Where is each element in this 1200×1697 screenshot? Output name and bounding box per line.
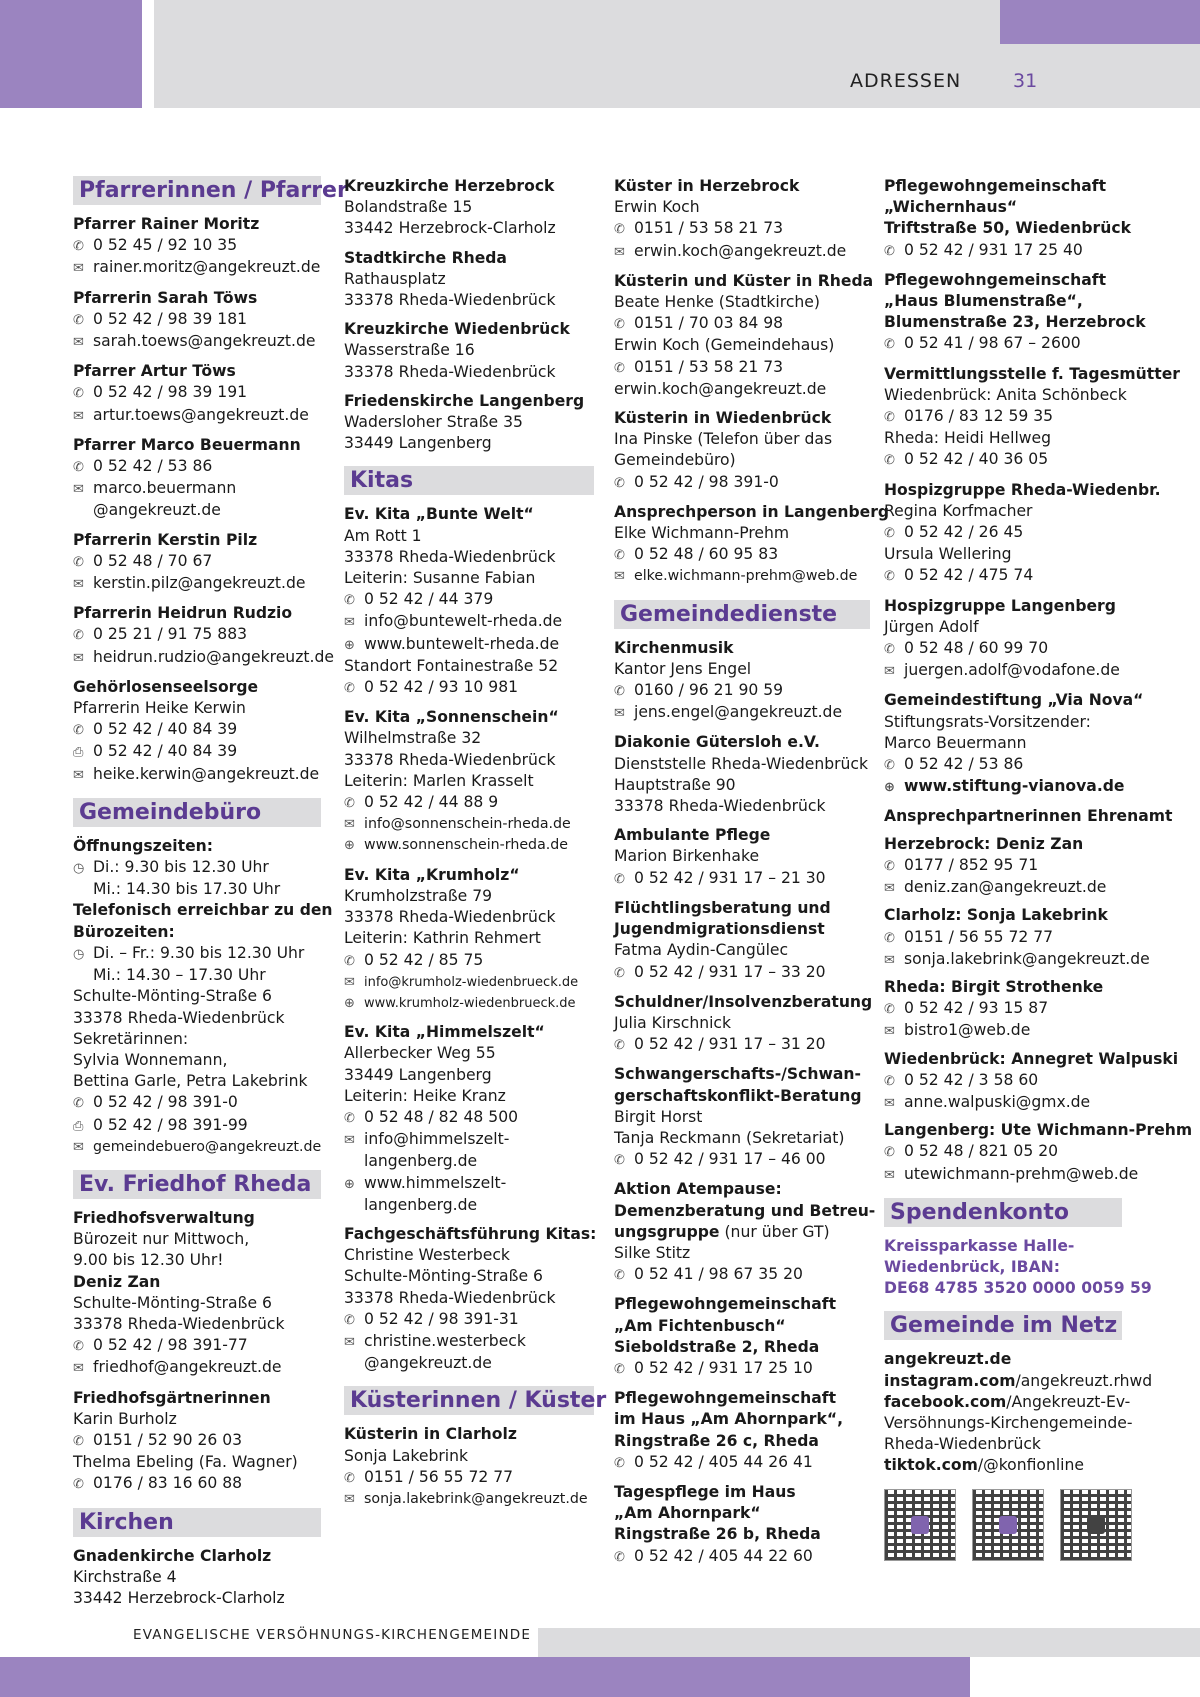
- globe-icon: ⊕: [344, 637, 355, 653]
- kreuzkirche-herzebrock: Kreuzkirche Herzebrock Bolandstraße 15 33442 Herzebrock-Clarholz: [344, 177, 556, 238]
- header-accent-left: [0, 0, 142, 108]
- globe-icon: ⊕: [344, 1176, 355, 1192]
- fachgeschaeftsfuehrung: Fachgeschäftsführung Kitas: Christine Westerbeck Schulte-Mönting-Straße 6 33378 Rheda-Wiedenbrück ✆ 0 52 42 / 98 391-31 ✉ christine.westerbeck @angekreuzt.de: [344, 1224, 597, 1373]
- kita-krumholz: Ev. Kita „Krumholz“ Krumholzstraße 79 33378 Rheda-Wiedenbrück Leiterin: Kathrin Rehmert ✆ 0 52 42 / 85 75 ✉ info@krumholz-wiedenbrueck.de ⊕ www.krumholz-wiedenbrueck.de: [344, 865, 594, 1014]
- page-number: 31: [1013, 70, 1038, 92]
- email-link[interactable]: marco.beuermann: [93, 479, 237, 498]
- contact-moritz: Pfarrer Rainer Moritz ✆ 0 52 45 / 92 10 35 ✉ rainer.moritz@angekreuzt.de: [73, 214, 321, 280]
- column-1: [73, 176, 348, 1617]
- phone-icon: ✆: [884, 569, 895, 585]
- friedhof-block: Friedhofsverwaltung Bürozeit nur Mittwoch, 9.00 bis 12.30 Uhr! Deniz Zan Schulte-Mönting-Straße 6 33378 Rheda-Wiedenbrück ✆ 0 52 42 / 98 391-77 ✉ friedhof@angekreuzt.de: [73, 1208, 321, 1380]
- heading-friedhof: Ev. Friedhof Rheda: [73, 1170, 321, 1199]
- phone-icon: ✆: [614, 1549, 625, 1565]
- mail-icon: ✉: [73, 261, 84, 277]
- mail-icon: ✉: [344, 1334, 355, 1350]
- globe-icon: ⊕: [344, 838, 355, 854]
- phone-icon: ✆: [614, 475, 625, 491]
- column-2: [344, 176, 607, 1518]
- contact-gehoerlosenseelsorge: Gehörlosenseelsorge Pfarrerin Heike Kerwin ✆ 0 52 42 / 40 84 39 ⎙ 0 52 42 / 40 84 39 ✉ heike.kerwin@angekreuzt.de: [73, 677, 321, 786]
- web-link[interactable]: www.krumholz-wiedenbrueck.de: [364, 995, 576, 1011]
- mail-icon: ✉: [73, 408, 84, 424]
- phone-icon: ✆: [73, 1339, 84, 1355]
- email-link[interactable]: christine.westerbeck: [364, 1331, 526, 1350]
- pflegewg-ahornpark: Pflegewohngemeinschaft im Haus „Am Ahornpark“, Ringstraße 26 c, Rheda ✆ 0 52 42 / 405 44 26 41: [614, 1388, 870, 1474]
- phone-icon: ✆: [614, 548, 625, 564]
- phone-icon: ✆: [884, 337, 895, 353]
- heading-kirchen: Kirchen: [73, 1508, 321, 1537]
- ambulante-pflege: Ambulante Pflege Marion Birkenhake ✆ 0 52 42 / 931 17 – 21 30: [614, 825, 870, 890]
- heading-gemeinde-im-netz: Gemeinde im Netz: [884, 1311, 1122, 1340]
- web-link[interactable]: www.stiftung-vianova.de: [904, 777, 1125, 796]
- footer-text: EVANGELISCHE VERSÖHNUNGS-KIRCHENGEMEINDE: [133, 1627, 532, 1643]
- email-link[interactable]: erwin.koch@angekreuzt.de: [634, 241, 847, 260]
- phone-icon: ✆: [73, 628, 84, 644]
- phone-icon: ✆: [614, 1361, 625, 1377]
- pflegewg-fichtenbusch: Pflegewohngemeinschaft „Am Fichtenbusch“ Sieboldstraße 2, Rheda ✆ 0 52 42 / 931 17 25 10: [614, 1294, 870, 1380]
- email-link[interactable]: elke.wichmann-prehm@web.de: [634, 568, 858, 585]
- clock-icon: ◷: [73, 946, 85, 962]
- mail-icon: ✉: [884, 664, 895, 680]
- mail-icon: ✉: [884, 881, 895, 897]
- phone-icon: ✆: [884, 758, 895, 774]
- email-link[interactable]: info@buntewelt-rheda.de: [364, 612, 563, 631]
- phone-icon: ✆: [614, 1455, 625, 1471]
- phone-icon: ✆: [884, 526, 895, 542]
- clock-icon: ◷: [73, 861, 85, 877]
- phone-icon: ✆: [614, 1268, 625, 1284]
- pflegewg-wichernhaus: Pflegewohngemeinschaft „Wichernhaus“ Triftstraße 50, Wiedenbrück ✆ 0 52 42 / 931 17 25 40: [884, 176, 1180, 262]
- website-link[interactable]: angekreuzt.de: [884, 1350, 1012, 1369]
- heading-gemeindebuero: Gemeindebüro: [73, 798, 321, 827]
- kita-bunte-welt: Ev. Kita „Bunte Welt“ Am Rott 1 33378 Rheda-Wiedenbrück Leiterin: Susanne Fabian ✆ 0 52 42 / 44 379 ✉ info@buntewelt-rheda.de ⊕ www.buntewelt-rheda.de Standort Fontainestraße 52 ✆ 0 52 42 / 93 10 981: [344, 504, 594, 699]
- phone-icon: ✆: [344, 681, 355, 697]
- phone-icon: ✆: [884, 1145, 895, 1161]
- fluechtlingsberatung: Flüchtlingsberatung und Jugendmigrationsdienst Fatma Aydin-Cangülec ✆ 0 52 42 / 931 17 – 33 20: [614, 898, 870, 984]
- email-link[interactable]: erwin.koch@angekreuzt.de: [614, 379, 827, 398]
- email-link[interactable]: rainer.moritz@angekreuzt.de: [93, 258, 321, 277]
- schwangerschaftsberatung: Schwangerschafts-/Schwan- gerschaftskonflikt-Beratung Birgit Horst Tanja Reckmann (Sekretariat) ✆ 0 52 42 / 931 17 – 46 00: [614, 1064, 870, 1171]
- mail-icon: ✉: [884, 1095, 895, 1111]
- gaertner-block: Friedhofsgärtnerinnen Karin Burholz ✆ 0151 / 52 90 26 03 Thelma Ebeling (Fa. Wagner) ✆ 0176 / 83 16 60 88: [73, 1388, 321, 1496]
- phone-icon: ✆: [884, 453, 895, 469]
- email-link[interactable]: info@sonnenschein-rheda.de: [364, 816, 571, 833]
- aktion-atempause: Aktion Atempause: Demenzberatung und Betreu- ungsgruppe (nur über GT) Silke Stitz ✆ 0 52 41 / 98 67 35 20: [614, 1179, 870, 1286]
- email-link[interactable]: sonja.lakebrink@angekreuzt.de: [364, 1490, 588, 1507]
- mail-icon: ✉: [614, 244, 625, 260]
- phone-icon: ✆: [344, 953, 355, 969]
- hospiz-langenberg: Hospizgruppe Langenberg Jürgen Adolf ✆ 0 52 48 / 60 99 70 ✉ juergen.adolf@vodafone.de: [884, 596, 1180, 683]
- gnadenkirche-block: Gnadenkirche Clarholz Kirchstraße 4 33442 Herzebrock-Clarholz: [73, 1546, 285, 1607]
- mail-icon: ✉: [344, 974, 355, 990]
- phone-icon: ✆: [73, 723, 84, 739]
- mail-icon: ✉: [73, 1361, 84, 1377]
- email-link[interactable]: bistro1@web.de: [904, 1021, 1031, 1040]
- web-link[interactable]: www.himmelszelt-: [364, 1173, 507, 1192]
- facebook-qr-code[interactable]: [884, 1489, 956, 1561]
- heading-spendenkonto: Spendenkonto: [884, 1198, 1122, 1227]
- kuesterin-wiedenbrueck: Küsterin in Wiedenbrück Ina Pinske (Telefon über das Gemeindebüro) ✆ 0 52 42 / 98 391-0: [614, 408, 870, 494]
- email-link[interactable]: kerstin.pilz@angekreuzt.de: [93, 574, 306, 593]
- email-link[interactable]: heike.kerwin@angekreuzt.de: [93, 764, 320, 783]
- kreuzkirche-wiedenbrueck: Kreuzkirche Wiedenbrück Wasserstraße 16 33378 Rheda-Wiedenbrück: [344, 320, 570, 381]
- column-3: [614, 176, 890, 1576]
- tiktok-link[interactable]: tiktok.com/@konfionline: [884, 1456, 1084, 1475]
- mail-icon: ✉: [344, 1491, 355, 1507]
- mail-icon: ✉: [73, 577, 84, 593]
- globe-icon: ⊕: [884, 780, 895, 796]
- kuesterin-clarholz: Küsterin in Clarholz Sonja Lakebrink ✆ 0151 / 56 55 72 77 ✉ sonja.lakebrink@angekreuzt.de: [344, 1424, 594, 1510]
- phone-icon: ✆: [614, 871, 625, 887]
- phone-icon: ✆: [344, 1312, 355, 1328]
- email-link[interactable]: info@himmelszelt-: [364, 1130, 510, 1149]
- fax-icon: ⎙: [73, 745, 84, 761]
- phone-icon: ✆: [884, 858, 895, 874]
- diakonie: Diakonie Gütersloh e.V. Dienststelle Rheda-Wiedenbrück Hauptstraße 90 33378 Rheda-Wiedenbrück: [614, 733, 869, 816]
- email-link[interactable]: anne.walpuski@gmx.de: [904, 1092, 1091, 1111]
- phone-icon: ✆: [73, 239, 84, 255]
- email-link[interactable]: gemeindebuero@angekreuzt.de: [93, 1138, 322, 1155]
- pflegewg-blumenstrasse: Pflegewohngemeinschaft „Haus Blumenstraße“, Blumenstraße 23, Herzebrock ✆ 0 52 41 / 98 67 – 2600: [884, 270, 1180, 356]
- email-link[interactable]: sonja.lakebrink@angekreuzt.de: [904, 949, 1150, 968]
- email-link[interactable]: deniz.zan@angekreuzt.de: [904, 878, 1107, 897]
- heading-pfarrer: Pfarrerinnen / Pfarrer: [73, 176, 321, 205]
- schuldnerberatung: Schuldner/Insolvenzberatung Julia Kirschnick ✆ 0 52 42 / 931 17 – 31 20: [614, 992, 870, 1057]
- mail-icon: ✉: [614, 706, 625, 722]
- email-link[interactable]: jens.engel@angekreuzt.de: [634, 703, 843, 722]
- friedenskirche-langenberg: Friedenskirche Langenberg Wadersloher Straße 35 33449 Langenberg: [344, 391, 585, 453]
- mail-icon: ✉: [884, 1167, 895, 1183]
- qr-codes: [884, 1489, 1180, 1561]
- mail-icon: ✉: [614, 569, 625, 585]
- email-link[interactable]: sarah.toews@angekreuzt.de: [93, 332, 316, 351]
- mail-icon: ✉: [884, 952, 895, 968]
- phone-icon: ✆: [73, 1477, 84, 1493]
- web-link[interactable]: www.sonnenschein-rheda.de: [364, 837, 569, 854]
- phone-icon: ✆: [614, 684, 625, 700]
- phone-icon: ✆: [884, 1002, 895, 1018]
- phone-icon: ✆: [614, 317, 625, 333]
- phone-icon: ✆: [73, 1096, 84, 1112]
- email-link[interactable]: friedhof@angekreuzt.de: [93, 1358, 282, 1377]
- spendenkonto: Kreissparkasse Halle- Wiedenbrück, IBAN: DE68 4785 3520 0000 0059 59: [884, 1236, 1152, 1298]
- kita-himmelszelt: Ev. Kita „Himmelszelt“ Allerbecker Weg 55 33449 Langenberg Leiterin: Heike Kranz ✆ 0 52 48 / 82 48 500 ✉ info@himmelszelt- langenberg.de ⊕ www.himmelszelt- langenberg.de: [344, 1023, 545, 1214]
- phone-icon: ✆: [884, 642, 895, 658]
- kita-sonnenschein: Ev. Kita „Sonnenschein“ Wilhelmstraße 32 33378 Rheda-Wiedenbrück Leiterin: Marlen Krasselt ✆ 0 52 42 / 44 88 9 ✉ info@sonnenschein-rheda.de ⊕ www.sonnenschein-rheda.de: [344, 707, 594, 856]
- mail-icon: ✉: [73, 1139, 84, 1155]
- mail-icon: ✉: [73, 650, 84, 666]
- phone-icon: ✆: [73, 460, 84, 476]
- hospiz-rheda: Hospizgruppe Rheda-Wiedenbr. Regina Korfmacher ✆ 0 52 42 / 26 45 Ursula Wellering ✆ 0 52 42 / 475 74: [884, 480, 1180, 588]
- section-title: ADRESSEN: [850, 70, 962, 92]
- mail-icon: ✉: [73, 482, 84, 498]
- phone-icon: ✆: [73, 312, 84, 328]
- kuester-herzebrock: Küster in Herzebrock Erwin Koch ✆ 0151 / 53 58 21 73 ✉ erwin.koch@angekreuzt.de: [614, 176, 870, 263]
- phone-icon: ✆: [73, 1433, 84, 1449]
- web-link[interactable]: www.buntewelt-rheda.de: [364, 634, 560, 653]
- mail-icon: ✉: [73, 767, 84, 783]
- email-link[interactable]: heidrun.rudzio@angekreuzt.de: [93, 647, 334, 666]
- phone-icon: ✆: [614, 222, 625, 238]
- phone-icon: ✆: [344, 796, 355, 812]
- phone-icon: ✆: [344, 1110, 355, 1126]
- kuester-rheda: Küsterin und Küster in Rheda Beate Henke (Stadtkirche) ✆ 0151 / 70 03 84 98 Erwin Koch (Gemeindehaus) ✆ 0151 / 53 58 21 73 erwin.koch@angekreuzt.de: [614, 271, 870, 400]
- email-link[interactable]: juergen.adolf@vodafone.de: [904, 661, 1120, 680]
- phone-icon: ✆: [884, 1073, 895, 1089]
- fax-icon: ⎙: [73, 1118, 84, 1134]
- phone-icon: ✆: [344, 1470, 355, 1486]
- vermittlung-tagesmuetter: Vermittlungsstelle f. Tagesmütter Wiedenbrück: Anita Schönbeck ✆ 0176 / 83 12 59 35 Rheda: Heidi Hellweg ✆ 0 52 42 / 40 36 05: [884, 364, 1180, 472]
- mail-icon: ✉: [73, 335, 84, 351]
- tagespflege-ahornpark: Tagespflege im Haus „Am Ahornpark“ Ringstraße 26 b, Rheda ✆ 0 52 42 / 405 44 22 60: [614, 1482, 870, 1568]
- contact-rudzio: Pfarrerin Heidrun Rudzio ✆ 0 25 21 / 91 75 883 ✉ heidrun.rudzio@angekreuzt.de: [73, 603, 321, 669]
- email-link[interactable]: artur.toews@angekreuzt.de: [93, 405, 309, 424]
- footer-band: [538, 1628, 1200, 1657]
- ansprechpartnerinnen-ehrenamt: Ansprechpartnerinnen Ehrenamt Herzebrock: Deniz Zan ✆ 0177 / 852 95 71 ✉ deniz.zan@angekreuzt.de Clarholz: Sonja Lakebrink ✆ 0151 / 56 55 72 77 ✉ sonja.lakebrink@angekreuzt.de Rheda: Birgit Strothenke ✆ 0 52 42 / 93 15 87 ✉ bistro1@web.de Wiedenbrück: Annegret Walpuski ✆ 0 52 42 / 3 58 60 ✉ anne.walpuski@gmx.de Langenberg: Ute Wichmann-Prehm ✆ 0 52 48 / 821 05 20 ✉ utewichmann-prehm@web.de: [884, 806, 1180, 1185]
- contact-toews-artur: Pfarrer Artur Töws ✆ 0 52 42 / 98 39 191 ✉ artur.toews@angekreuzt.de: [73, 361, 321, 427]
- phone-icon: ✆: [884, 410, 895, 426]
- phone-icon: ✆: [884, 243, 895, 259]
- contact-beuermann: Pfarrer Marco Beuermann ✆ 0 52 42 / 53 86 ✉ marco.beuermann @angekreuzt.de: [73, 435, 301, 520]
- stadtkirche-rheda: Stadtkirche Rheda Rathausplatz 33378 Rheda-Wiedenbrück: [344, 248, 556, 310]
- phone-icon: ✆: [73, 386, 84, 402]
- instagram-link[interactable]: instagram.com/angekreuzt.rhwd: [884, 1371, 1153, 1390]
- heading-gemeindedienste: Gemeindedienste: [614, 600, 870, 629]
- heading-kitas: Kitas: [344, 466, 594, 495]
- phone-icon: ✆: [614, 1038, 625, 1054]
- facebook-link[interactable]: facebook.com/Angekreuzt-Ev-: [884, 1392, 1131, 1411]
- column-4: [884, 176, 1193, 1561]
- phone-icon: ✆: [884, 930, 895, 946]
- header-accent-right: [1000, 0, 1200, 44]
- contact-toews-sarah: Pfarrerin Sarah Töws ✆ 0 52 42 / 98 39 181 ✉ sarah.toews@angekreuzt.de: [73, 288, 321, 354]
- email-link[interactable]: utewichmann-prehm@web.de: [904, 1164, 1139, 1183]
- phone-icon: ✆: [614, 360, 625, 376]
- mail-icon: ✉: [344, 615, 355, 631]
- phone-icon: ✆: [614, 1153, 625, 1169]
- mail-icon: ✉: [344, 1133, 355, 1149]
- contact-pilz: Pfarrerin Kerstin Pilz ✆ 0 52 48 / 70 67 ✉ kerstin.pilz@angekreuzt.de: [73, 530, 321, 596]
- phone-icon: ✆: [73, 554, 84, 570]
- footer-accent: [0, 1657, 970, 1697]
- gemeinde-im-netz: angekreuzt.de instagram.com/angekreuzt.rhwd facebook.com/Angekreuzt-Ev- Versöhnungs-Kirchengemeinde- Rheda-Wiedenbrück tiktok.com/@konfionline: [884, 1349, 1180, 1476]
- kirchenmusik: Kirchenmusik Kantor Jens Engel ✆ 0160 / 96 21 90 59 ✉ jens.engel@angekreuzt.de: [614, 638, 870, 725]
- phone-icon: ✆: [344, 593, 355, 609]
- mail-icon: ✉: [344, 817, 355, 833]
- globe-icon: ⊕: [344, 995, 355, 1011]
- gemeindestiftung: Gemeindestiftung „Via Nova“ Stiftungsrats-Vorsitzender: Marco Beuermann ✆ 0 52 42 / 53 86 ⊕ www.stiftung-vianova.de: [884, 690, 1180, 798]
- gemeindebuero-block: Öffnungszeiten: ◷ Di.: 9.30 bis 12.30 Uhr Mi.: 14.30 bis 17.30 Uhr Telefonisch erreichbar zu den Bürozeiten: ◷ Di. – Fr.: 9.30 bis 12.30 Uhr Mi.: 14.30 – 17.30 Uhr Schulte-Mönting-Straße 6 33378 Rheda-Wiedenbrück Sekretärinnen: Sylvia Wonnemann, Bettina Garle, Petra Lakebrink ✆ 0 52 42 / 98 391-0 ⎙ 0 52 42 / 98 391-99 ✉ gemeindebuero@angekreuzt.de: [73, 836, 321, 1158]
- phone-icon: ✆: [614, 965, 625, 981]
- mail-icon: ✉: [884, 1024, 895, 1040]
- instagram-qr-code[interactable]: [972, 1489, 1044, 1561]
- email-link[interactable]: info@krumholz-wiedenbrueck.de: [364, 974, 579, 990]
- tiktok-qr-code[interactable]: [1060, 1489, 1132, 1561]
- heading-kuester: Küsterinnen / Küster: [344, 1386, 594, 1415]
- ansprechperson-langenberg: Ansprechperson in Langenberg Elke Wichmann-Prehm ✆ 0 52 48 / 60 95 83 ✉ elke.wichmann-prehm@web.de: [614, 502, 870, 588]
